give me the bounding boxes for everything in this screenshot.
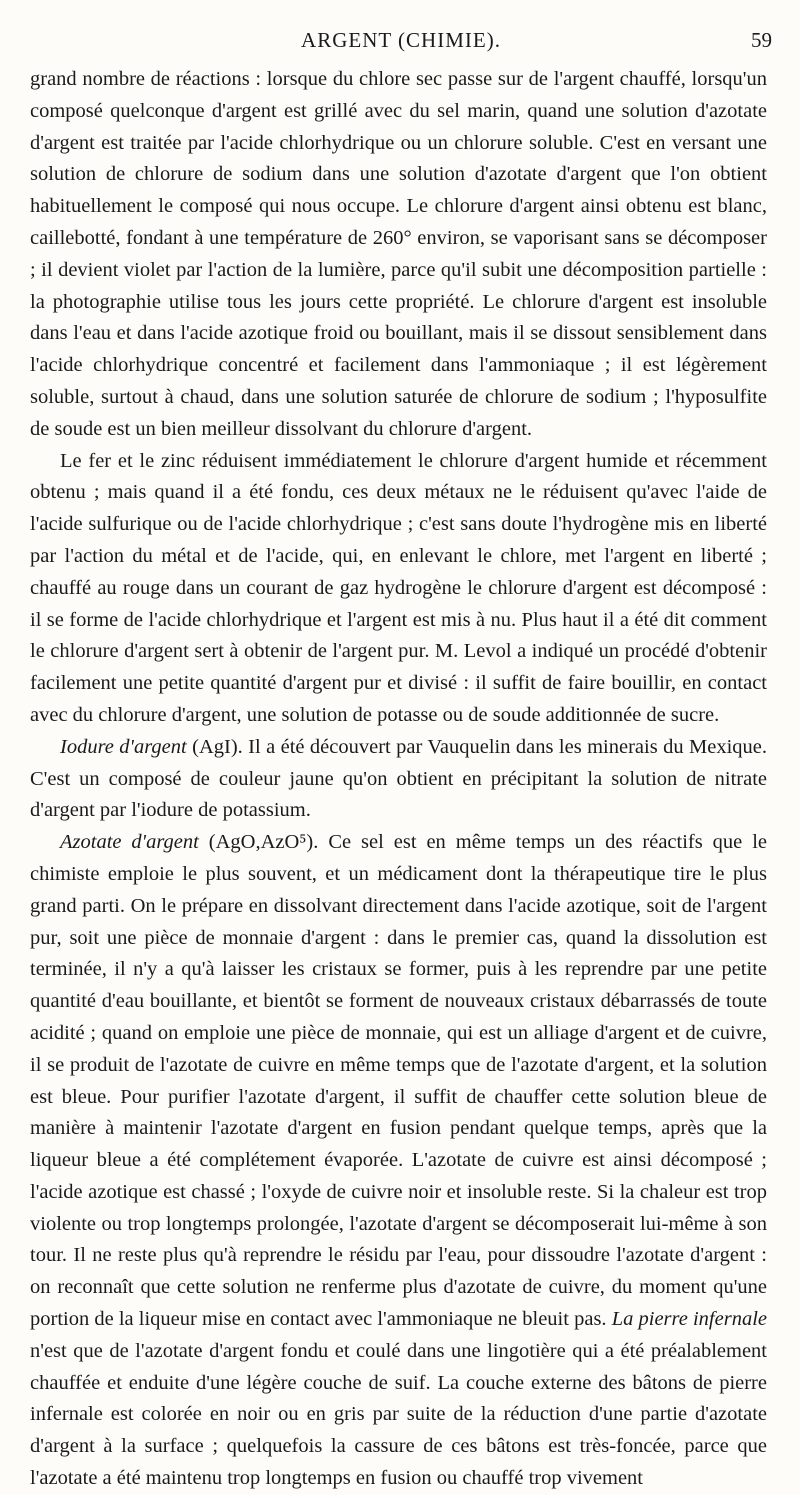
paragraph-text: (AgO,AzO⁵). Ce sel est en même temps un des réactifs que le chimiste emploie le plus souvent, et un médicament dont la thérapeutique tire le plus grand parti. On le prépare en dissolvant directement dans l'acide azotique, soit de l'argent pur, soit une pièce de monnaie d'argent : dans le premier cas, quand la dissolution est terminée, il n'y a qu'à laisser les cristaux se former, puis à les reprendre par une petite quantité d'eau bouillante, et bientôt se forment de nouveaux cristaux débarrassés de toute acidité ; quand on emploie une pièce de monnaie, qui est un alliage d'argent et de cuivre, il se produit de l'azotate de cuivre en même temps que de l'azotate d'argent, et la solution est bleue. Pour purifier l'azotate d'argent, il suffit de chauffer cette solution bleue de manière à maintenir l'azotate d'argent en fusion pendant quelque temps, après que la liqueur bleue a été complétement évaporée. L'azotate de cuivre est ainsi décomposé ; l'acide azotique est chassé ; l'oxyde de cuivre noir et insoluble reste. Si la chaleur est trop violente ou trop longtemps prolongée, l'azotate d'argent se décomposerait lui-même à son tour. Il ne reste plus qu'à reprendre le résidu par l'eau, pour dissoudre l'azotate d'argent : on reconnaît que cette solution ne renferme plus d'azotate de cuivre, du moment qu'une portion de la liqueur mise en contact avec l'ammoniaque ne bleuit pas. [30,831,767,1331]
paragraph-text: grand nombre de réactions : lorsque du chlore sec passe sur de l'argent chauffé, lorsqu'un composé quelconque d'argent est grillé avec du sel marin, quand une solution d'azotate d'argent est traitée par l'acide chlorhydrique ou un chlorure soluble. C'est en versant une solution de chlorure de sodium dans une solution d'azotate d'argent que l'on obtient habituellement le composé qui nous occupe. Le chlorure d'argent ainsi obtenu est blanc, caillebotté, fondant à une température de 260° environ, se vaporisant sans se décomposer ; il devient violet par l'action de la lumière, parce qu'il subit une décomposition partielle : la photographie utilise tous les jours cette propriété. Le chlorure d'argent est insoluble dans l'eau et dans l'acide azotique froid ou bouillant, mais il se dissout sensiblement dans l'acide chlorhydrique concentré et facilement dans l'ammoniaque ; il est légèrement soluble, surtout à chaud, dans une solution saturée de chlorure de sodium ; l'hyposulfite de soude est un bien meilleur dissolvant du chlorure d'argent. [30,68,767,440]
paragraph-text: Le fer et le zinc réduisent immédiatement le chlorure d'argent humide et récemment obtenu ; mais quand il a été fondu, ces deux métaux ne le réduisent qu'avec l'aide de l'acide sulfurique ou de l'acide chlorhydrique ; c'est sans doute l'hydrogène mis en liberté par l'action du métal et de l'acide, qui, en enlevant le chlore, met l'argent en liberté ; chauffé au rouge dans un courant de gaz hydrogène le chlorure d'argent est décomposé : il se forme de l'acide chlorhydrique et l'argent est mis à nu. Plus haut il a été dit comment le chlorure d'argent sert à obtenir de l'argent pur. M. Levol a indiqué un procédé d'obtenir facilement une petite quantité d'argent pur et divisé : il suffit de faire bouillir, en contact avec du chlorure d'argent, une solution de potasse ou de soude additionnée de sucre. [30,449,767,726]
paragraph-text-continued: n'est que de l'azotate d'argent fondu et coulé dans une lingotière qui a été préalablement chauffée et enduite d'une légère couche de suif. La couche externe des bâtons de pierre infernale est colorée en noir ou en gris par suite de la réduction d'une partie d'azotate d'argent à la surface ; quelquefois la cassure de ces bâtons est très-foncée, parce que l'azotate a été maintenu trop longtemps en fusion ou chauffé trop vivement [30,1339,767,1490]
body-text [30,64,767,1495]
section-term: Azotate d'argent [60,831,199,854]
paragraph-text: (AgI). Il a été découvert par Vauquelin dans les minerais du Mexique. C'est un composé de couleur jaune qu'on obtient en précipitant la solution de nitrate d'argent par l'iodure de potassium. [30,735,767,822]
inline-term: La pierre infernale [611,1308,767,1331]
paragraph-iodure [30,732,767,827]
paragraph-azotate [30,827,767,1495]
paragraph-chlorure-properties [30,64,767,446]
section-term: Iodure d'argent [60,735,187,758]
running-title: ARGENT (CHIMIE). [301,28,501,52]
page-number: 59 [751,28,772,52]
paragraph-chlorure-reduction [30,446,767,732]
running-header [30,28,772,62]
